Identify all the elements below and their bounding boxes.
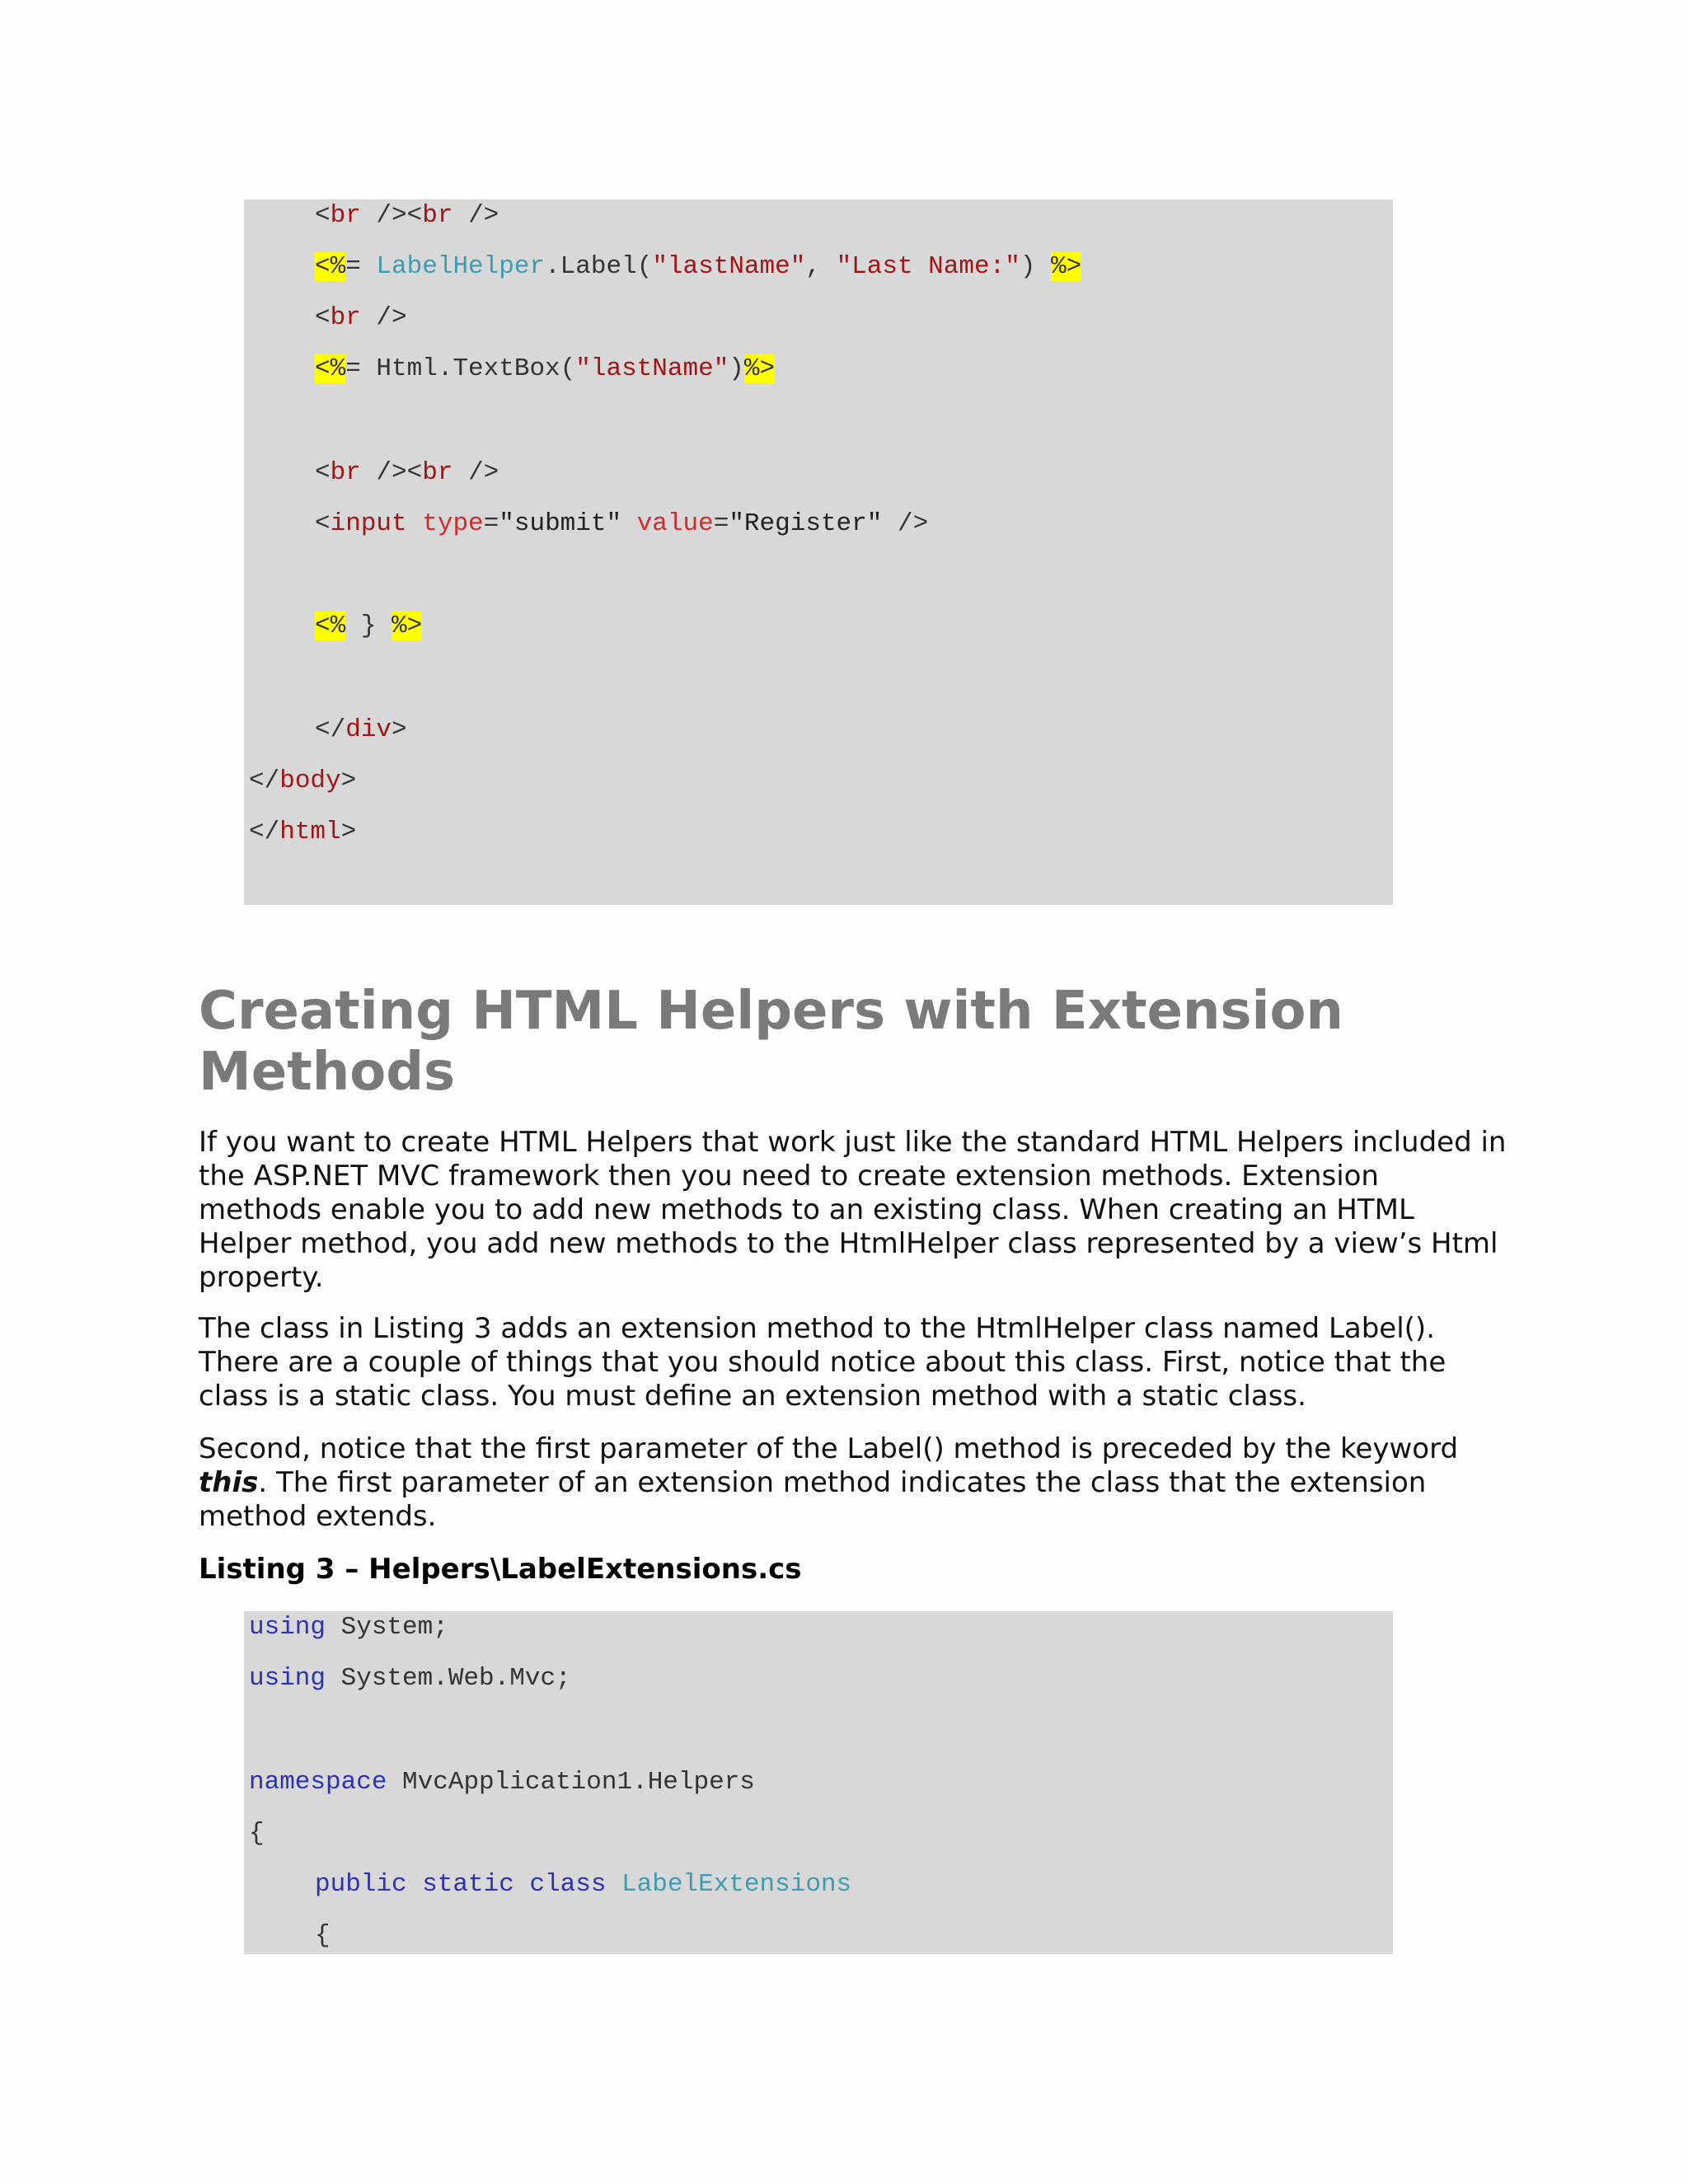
code-line: <% } %> [315,612,423,640]
code-block-csharp [244,1611,1393,1954]
paragraph-this-keyword: Second, notice that the first parameter of the Label() method is preceded by the keyword this. The first parameter of an extension method indicates the class that the extension method extends. [199,1432,1459,1533]
code-line: <br /> [315,303,407,332]
code-line: <br /><br /> [315,458,499,487]
paragraph-listing-description: The class in Listing 3 adds an extension method to the HtmlHelper class named Label(). There are a couple of things that you should notice about this class. First, notice that the class is a static class. You must define an extension method with a static class. [199,1312,1447,1413]
code-line: { [249,1819,265,1848]
code-line: </div> [315,715,407,744]
code-block-markup [244,199,1393,905]
code-line: <input type="submit" value="Register" /> [315,509,929,538]
code-line: public static class LabelExtensions [315,1870,852,1899]
code-line: <br /><br /> [315,201,499,230]
section-heading-line1: Creating HTML Helpers with Extension [199,981,1343,1042]
code-line: <%= Html.TextBox("lastName")%> [315,354,776,383]
listing-caption: Listing 3 – Helpers\LabelExtensions.cs [199,1553,802,1586]
code-line: </html> [249,818,357,846]
code-line: <%= LabelHelper.Label("lastName", "Last Name:") %> [315,252,1082,281]
section-heading [199,981,1484,1103]
code-line: using System.Web.Mvc; [249,1664,571,1693]
paragraph-intro: If you want to create HTML Helpers that work just like the standard HTML Helpers included in the ASP.NET MVC framework then you need to create extension methods. Extension methods enable you to add new methods to an existing class. When creating an HTML Helper method, you add new methods to the HtmlHelper class represented by a view’s Html property. [199,1126,1507,1294]
code-line: </body> [249,766,357,795]
code-line: namespace MvcApplication1.Helpers [249,1768,755,1797]
code-line: using System; [249,1613,448,1642]
keyword-this: this [199,1466,259,1499]
code-line: { [315,1921,331,1950]
section-heading-line2: Methods [199,1042,456,1103]
